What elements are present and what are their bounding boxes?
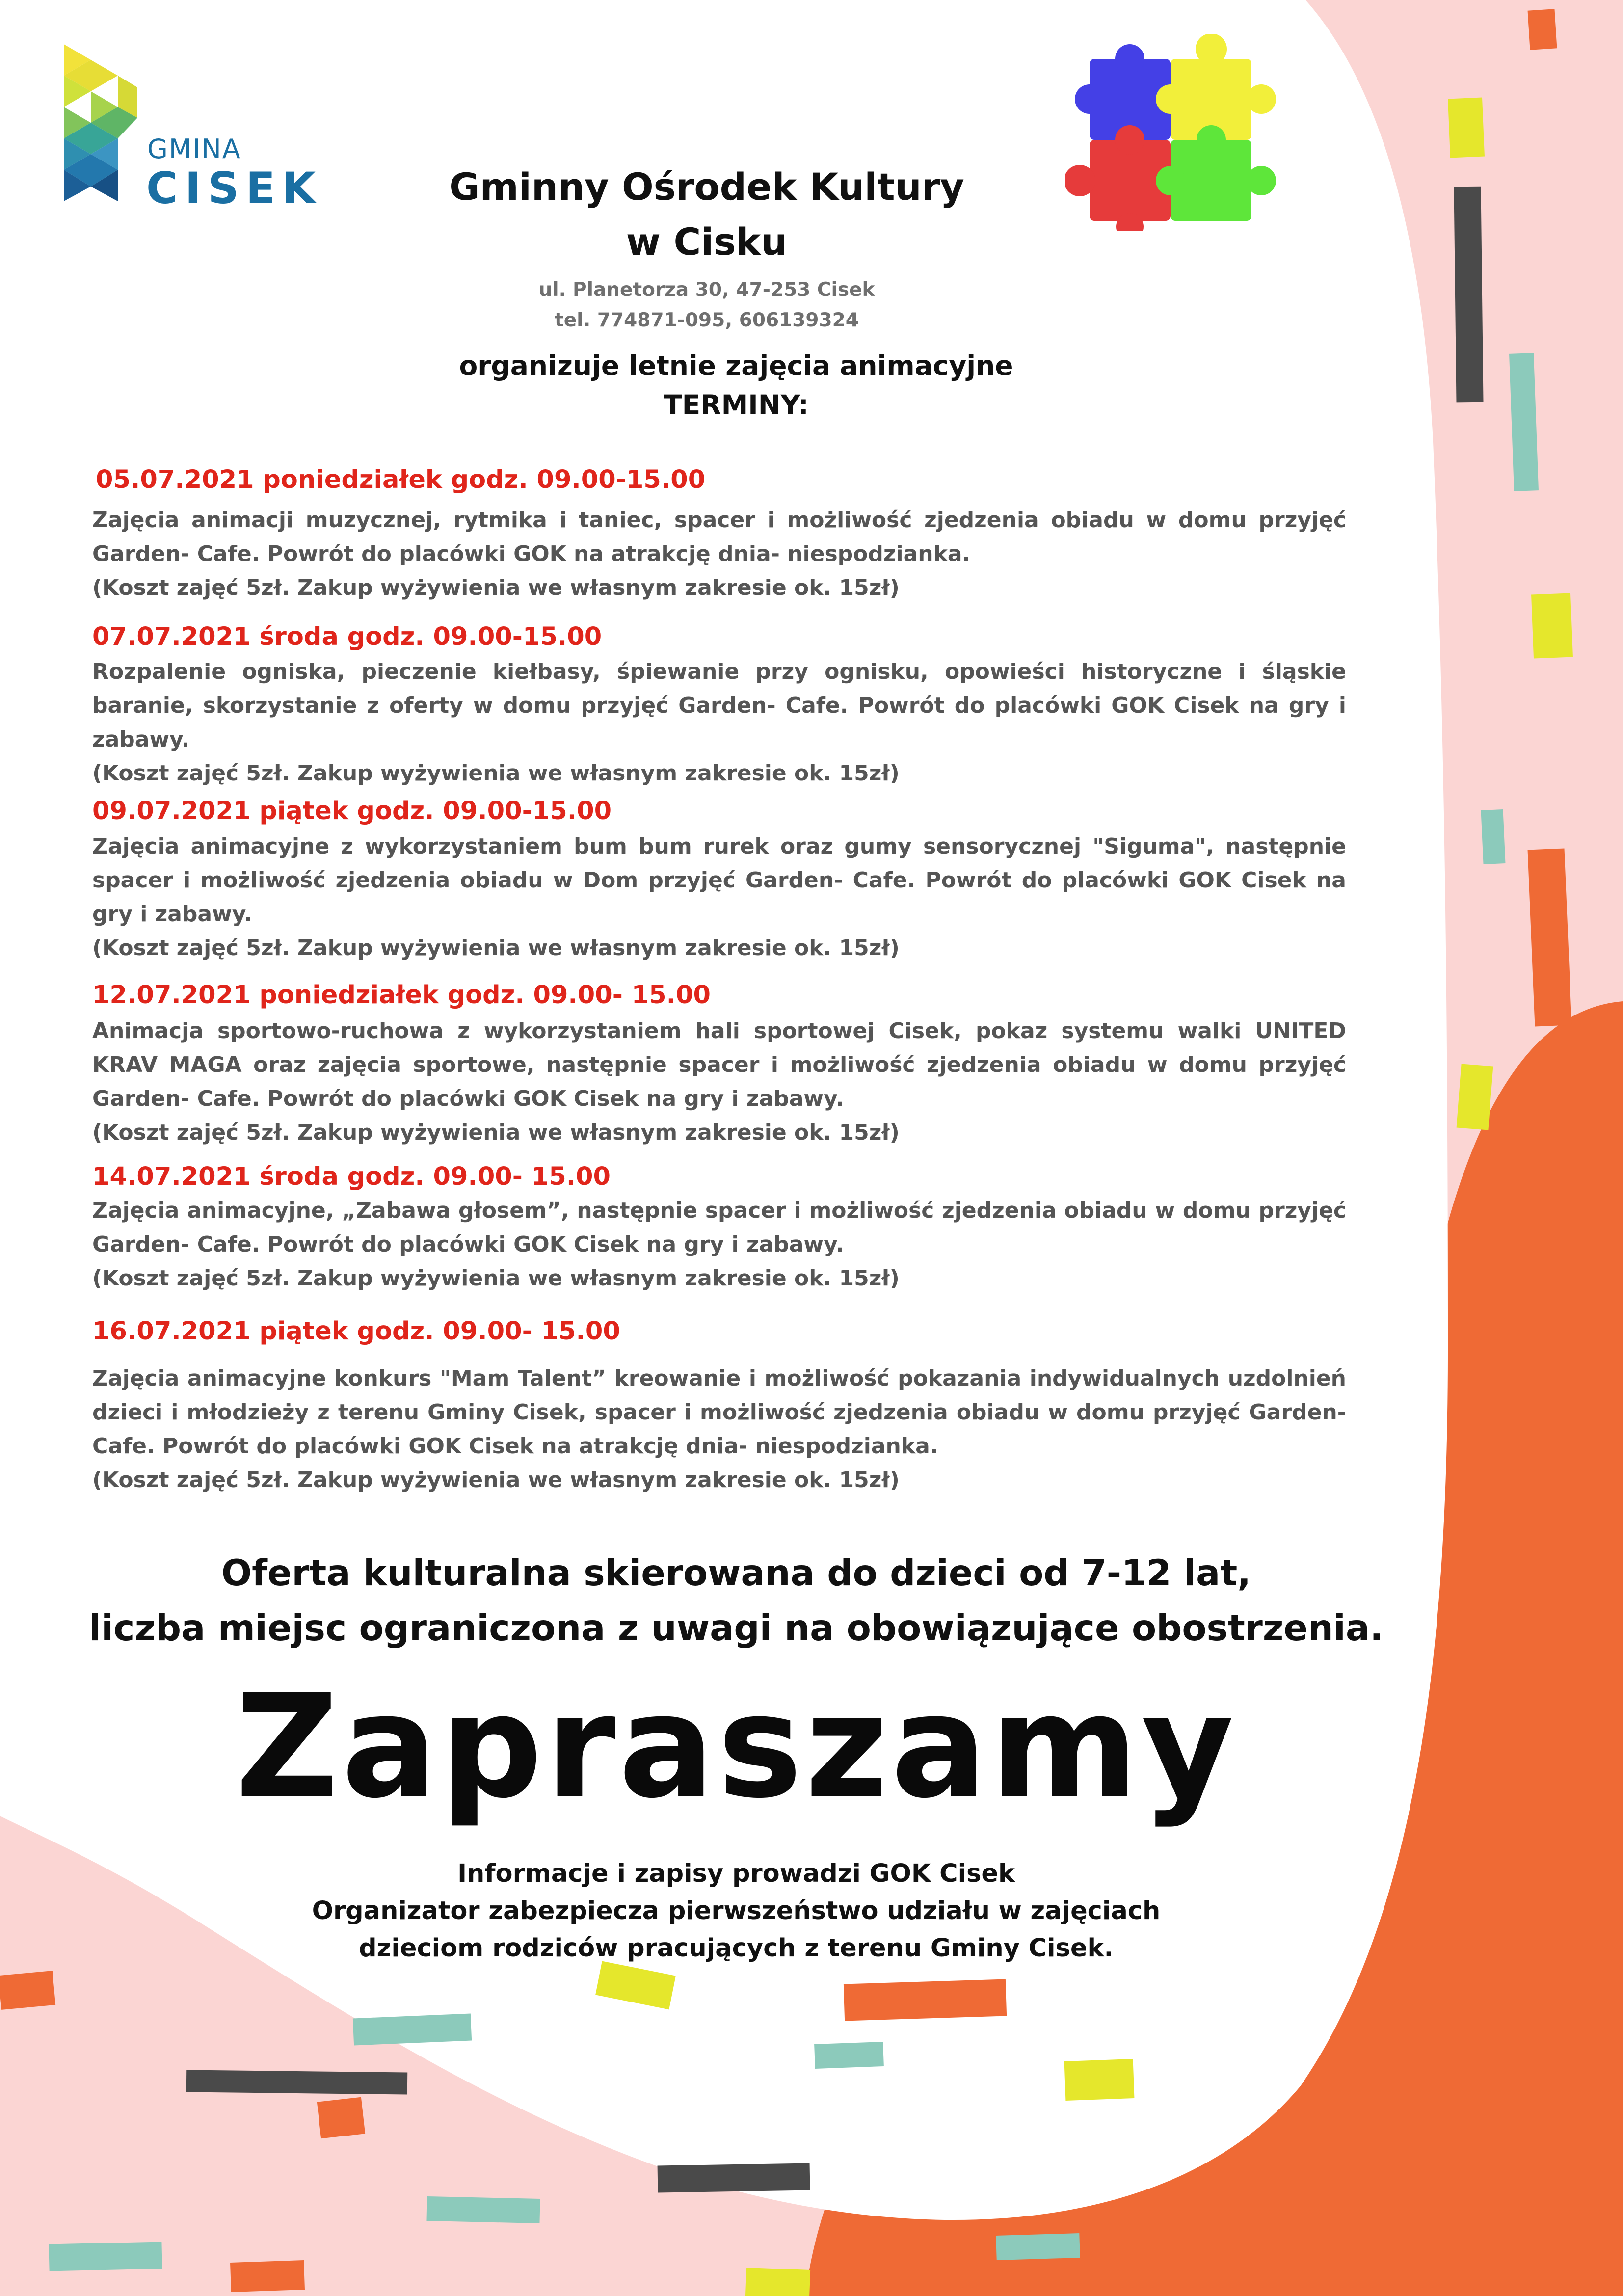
offer-note bbox=[49, 1546, 1423, 1656]
event-text: Zajęcia animacyjne, „Zabawa głosem”, następnie spacer i możliwość zjedzenia obiadu w domu przyjęć Garden- Cafe. Powrót do placówki GOK Cisek na gry i zabawy. bbox=[92, 1198, 1346, 1257]
org-title-line1: Gminny Ośrodek Kultury bbox=[449, 165, 964, 209]
event-date: 09.07.2021 piątek godz. 09.00-15.00 bbox=[92, 797, 612, 826]
org-title-line2: w Cisku bbox=[626, 220, 788, 264]
org-phone: tel. 774871-095, 606139324 bbox=[555, 309, 859, 331]
event-cost: (Koszt zajęć 5zł. Zakup wyżywienia we własnym zakresie ok. 15zł) bbox=[92, 761, 900, 786]
event-text: Zajęcia animacyjne z wykorzystaniem bum bum rurek oraz gumy sensorycznej "Siguma", następnie spacer i możliwość zjedzenia obiadu w Dom przyjęć Garden- Cafe. Powrót do placówki GOK Cisek na gry i zabawy. bbox=[92, 834, 1346, 927]
org-address: ul. Planetorza 30, 47-253 Cisek bbox=[538, 279, 875, 301]
event-description bbox=[92, 1014, 1346, 1149]
event-text: Animacja sportowo-ruchowa z wykorzystaniem hali sportowej Cisek, pokaz systemu walki UNITED KRAV MAGA oraz zajęcia sportowe, następnie spacer i możliwość zjedzenia obiadu w domu przyjęć Garden- Cafe. Powrót do placówki GOK Cisek na gry i zabawy. bbox=[92, 1018, 1346, 1111]
logo-text-gmina: GMINA bbox=[147, 133, 241, 164]
event-text: Rozpalenie ogniska, pieczenie kiełbasy, śpiewanie przy ognisku, opowieści historyczne i śląskie baranie, skorzystanie z oferty w domu przyjęć Garden- Cafe. Powrót do placówki GOK Cisek na gry i zabawy. bbox=[92, 659, 1346, 752]
event-description bbox=[92, 1362, 1346, 1497]
event-description bbox=[92, 503, 1346, 605]
org-intro bbox=[344, 346, 1129, 425]
event-date: 05.07.2021 poniedziałek godz. 09.00-15.00 bbox=[96, 465, 706, 494]
event-cost: (Koszt zajęć 5zł. Zakup wyżywienia we własnym zakresie ok. 15zł) bbox=[92, 1468, 900, 1493]
info-block bbox=[221, 1855, 1251, 1967]
info-line1: Informacje i zapisy prowadzi GOK Cisek bbox=[457, 1859, 1015, 1888]
org-contact bbox=[442, 275, 972, 336]
info-line2: Organizator zabezpiecza pierwszeństwo udziału w zajęciach bbox=[312, 1896, 1161, 1925]
event-description bbox=[92, 829, 1346, 965]
puzzle-pieces-icon bbox=[1065, 34, 1281, 231]
event-date: 14.07.2021 środa godz. 09.00- 15.00 bbox=[92, 1162, 611, 1191]
event-cost: (Koszt zajęć 5zł. Zakup wyżywienia we własnym zakresie ok. 15zł) bbox=[92, 575, 900, 600]
org-title bbox=[363, 160, 1050, 269]
headline: Zapraszamy bbox=[235, 1664, 1237, 1830]
logo-text-cisek: CISEK bbox=[146, 163, 323, 214]
event-cost: (Koszt zajęć 5zł. Zakup wyżywienia we własnym zakresie ok. 15zł) bbox=[92, 1120, 900, 1145]
event-date: 12.07.2021 poniedziałek godz. 09.00- 15.00 bbox=[92, 981, 711, 1010]
event-cost: (Koszt zajęć 5zł. Zakup wyżywienia we własnym zakresie ok. 15zł) bbox=[92, 935, 900, 961]
event-cost: (Koszt zajęć 5zł. Zakup wyżywienia we własnym zakresie ok. 15zł) bbox=[92, 1266, 900, 1291]
event-text: Zajęcia animacyjne konkurs "Mam Talent” kreowanie i możliwość pokazania indywidualnych uzdolnień dzieci i młodzieży z terenu Gminy Cisek, spacer i możliwość zjedzenia obiadu w domu przyjęć Garden- Cafe. Powrót do placówki GOK Cisek na atrakcję dnia- niespodzianka. bbox=[92, 1366, 1346, 1459]
event-description bbox=[92, 655, 1346, 790]
event-text: Zajęcia animacji muzycznej, rytmika i taniec, spacer i możliwość zjedzenia obiadu w domu przyjęć Garden- Cafe. Powrót do placówki GOK na atrakcję dnia- niespodzianka. bbox=[92, 507, 1346, 566]
event-description bbox=[92, 1194, 1346, 1295]
info-line3: dzieciom rodziców pracujących z terenu Gminy Cisek. bbox=[359, 1934, 1114, 1963]
offer-line1: Oferta kulturalna skierowana do dzieci od 7-12 lat, bbox=[221, 1552, 1251, 1594]
event-date: 07.07.2021 środa godz. 09.00-15.00 bbox=[92, 622, 602, 651]
offer-line2: liczba miejsc ograniczona z uwagi na obowiązujące obostrzenia. bbox=[89, 1607, 1384, 1649]
gmina-cisek-logo-mark bbox=[64, 44, 147, 231]
event-date: 16.07.2021 piątek godz. 09.00- 15.00 bbox=[92, 1317, 620, 1346]
terms-heading: TERMINY: bbox=[664, 389, 809, 421]
intro-text: organizuje letnie zajęcia animacyjne bbox=[459, 350, 1013, 381]
